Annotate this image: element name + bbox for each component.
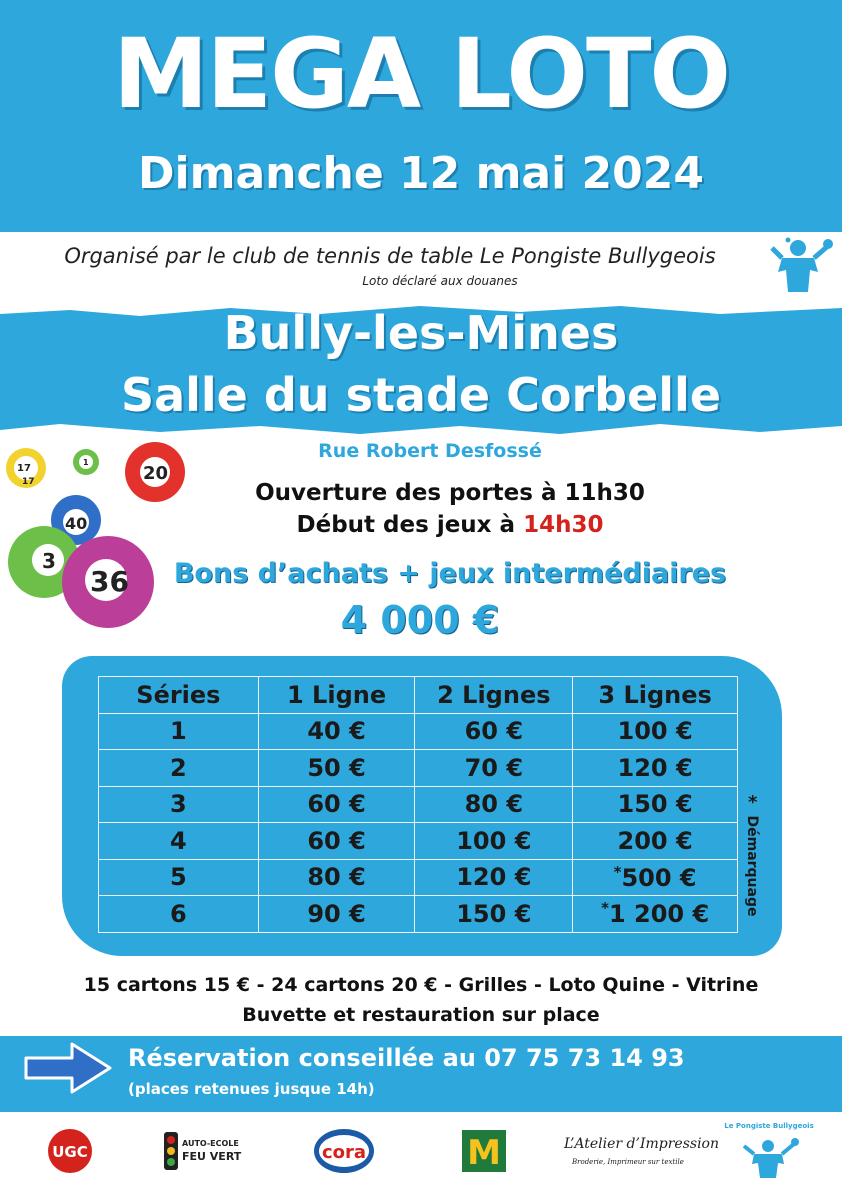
cards-pricing: 15 cartons 15 € - 24 cartons 20 € - Grilles - Loto Quine - Vitrine — [83, 974, 759, 996]
footnote-star: * — [601, 899, 609, 918]
auto-ecole-feu-vert-logo — [160, 1126, 250, 1176]
table-cell: 120 € — [415, 859, 573, 896]
column-header: 3 Lignes — [573, 677, 738, 714]
table-cell: 5 — [99, 859, 259, 896]
table-cell: 70 € — [415, 750, 573, 787]
ugc-logo-text: UGC — [52, 1143, 88, 1161]
reservation-note: (places retenues jusque 14h) — [128, 1080, 375, 1098]
table-cell: 90 € — [258, 896, 415, 933]
table-row — [99, 896, 738, 933]
ball-number: 40 — [65, 514, 88, 533]
table-cell: 6 — [99, 896, 259, 933]
atelier-text: L’Atelier d’Impression — [564, 1136, 719, 1152]
remark-star: * — [748, 792, 758, 813]
organizer-line: Organisé par le club de tennis de table Le Pongiste Bullygeois — [64, 244, 716, 268]
buvette-line: Buvette et restauration sur place — [242, 1004, 600, 1026]
mcdonalds-logo — [460, 1126, 508, 1176]
table-cell: 80 € — [258, 859, 415, 896]
cell-value: 1 200 € — [608, 900, 710, 929]
ugc-logo — [40, 1126, 100, 1176]
ball-number: 36 — [90, 565, 129, 598]
table-cell: 80 € — [415, 786, 573, 823]
column-header: Séries — [99, 677, 259, 714]
table-cell: 50 € — [258, 750, 415, 787]
event-date: Dimanche 12 mai 2024 — [138, 148, 704, 199]
doors-opening: Ouverture des portes à 11h30 — [255, 480, 645, 506]
ball-number: 17 — [22, 477, 35, 487]
cell-value: 500 € — [621, 863, 697, 892]
table-cell: 100 € — [415, 823, 573, 860]
reservation-text: Réservation conseillée au 07 75 73 14 93 — [128, 1044, 685, 1072]
table-cell: 40 € — [258, 713, 415, 750]
table-cell: 120 € — [573, 750, 738, 787]
cora-text: cora — [321, 1142, 367, 1163]
table-cell: 150 € — [415, 896, 573, 933]
cora-logo — [312, 1126, 376, 1176]
pongiste-bullygeois-logo — [724, 1118, 814, 1180]
ball-number: 17 — [17, 463, 31, 474]
mcdonalds-text: M — [467, 1133, 501, 1173]
poster-title: MEGA LOTO — [112, 18, 730, 130]
column-header: 2 Lignes — [415, 677, 573, 714]
table-cell-starred — [573, 896, 738, 933]
customs-note: Loto déclaré aux douanes — [362, 274, 518, 288]
ball-number: 3 — [42, 549, 56, 573]
auto-ecole-text: AUTO-ECOLE — [182, 1139, 239, 1148]
table-row — [99, 713, 738, 750]
prizes-headline: Bons d’achats + jeux intermédiaires — [173, 558, 727, 589]
table-row — [99, 750, 738, 787]
table-tennis-player-icon — [768, 236, 832, 294]
feu-vert-text: FEU VERT — [182, 1150, 242, 1163]
table-cell-starred — [573, 859, 738, 896]
table-cell: 100 € — [573, 713, 738, 750]
pongiste-text: Le Pongiste Bullygeois — [724, 1122, 814, 1130]
footnote-star: * — [613, 862, 622, 881]
table-row — [99, 786, 738, 823]
table-row — [99, 859, 738, 896]
games-start-time: 14h30 — [523, 512, 604, 538]
games-start-label: Début des jeux à — [296, 512, 524, 538]
table-cell: 3 — [99, 786, 259, 823]
table-cell: 1 — [99, 713, 259, 750]
venue-city: Bully-les-Mines — [223, 306, 619, 360]
table-cell: 2 — [99, 750, 259, 787]
atelier-sub-text: Broderie, Imprimeur sur textile — [572, 1158, 684, 1166]
ball-number: 20 — [143, 463, 169, 484]
table-cell: 60 € — [258, 823, 415, 860]
prizes-total: 4 000 € — [340, 598, 500, 642]
table-cell: 150 € — [573, 786, 738, 823]
venue-hall: Salle du stade Corbelle — [120, 368, 722, 422]
remark-text: Démarquage — [744, 815, 760, 917]
lottery-balls-illustration — [0, 440, 200, 640]
table-cell: 60 € — [258, 786, 415, 823]
prize-table — [98, 676, 738, 933]
arrow-right-icon — [20, 1040, 116, 1096]
table-cell: 200 € — [573, 823, 738, 860]
table-header-row — [99, 677, 738, 714]
table-cell: 60 € — [415, 713, 573, 750]
atelier-impression-logo — [560, 1126, 719, 1176]
venue-street: Rue Robert Desfossé — [318, 440, 542, 462]
column-header: 1 Ligne — [258, 677, 415, 714]
table-row — [99, 823, 738, 860]
table-cell: 4 — [99, 823, 259, 860]
games-start — [170, 512, 730, 538]
ball-number: 1 — [83, 458, 89, 467]
remark-note — [742, 792, 766, 940]
